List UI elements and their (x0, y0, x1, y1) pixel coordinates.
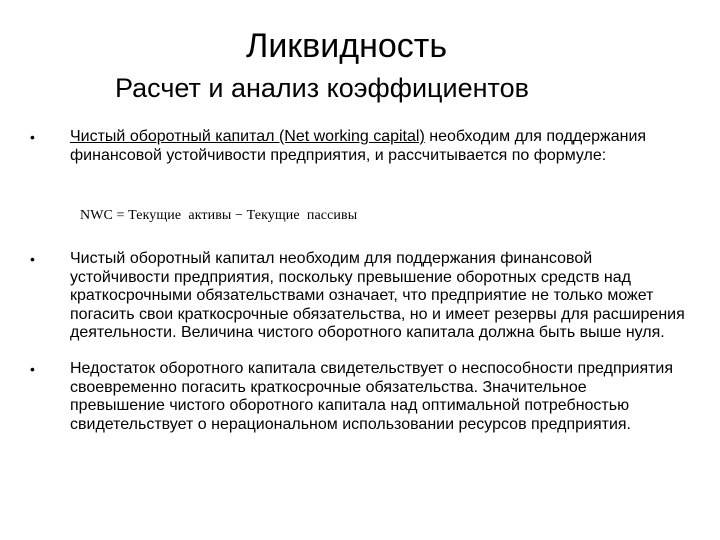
bullet-text-1 (70, 128, 685, 165)
bullet-item-1 (30, 128, 690, 188)
bullet-text-2: Чистый оборотный капитал необходим для поддержания финансовой устойчивости предприятия, поскольку превышение оборотных средств над краткосрочными обязательствами означает, что предприятие не только может погасить свои краткосрочные обязательства, но и имеет резервы для расширения деятельности. Величина чистого оборотного капитала должна быть выше нуля. (70, 250, 685, 341)
slide-title: Ликвидность (246, 27, 448, 65)
bullet-dot-icon: • (30, 251, 35, 267)
bullet-text-3: Недостаток оборотного капитала свидетельствует о неспособности предприятия своевременно погасить краткосрочные обязательства. Значительное превышение чистого оборотного капитала над оптимальной потребностью свидетельствует о нерациональном использовании ресурсов предприятия. (70, 360, 674, 433)
bullet-dot-icon: • (30, 129, 35, 145)
bullet-item-2 (30, 250, 690, 362)
formula-nwc: NWC = Текущие активы − Текущие пассивы (80, 208, 358, 223)
bullet-1-body: необходим для поддержания финансовой устойчивости предприятия, и рассчитывается по формуле: (70, 128, 647, 164)
slide-subtitle: Расчет и анализ коэффициентов (115, 73, 529, 103)
term-net-working-capital: Чистый оборотный капитал (Net working capital) (70, 128, 425, 145)
bullet-item-3 (30, 360, 690, 450)
bullet-dot-icon: • (30, 361, 35, 377)
